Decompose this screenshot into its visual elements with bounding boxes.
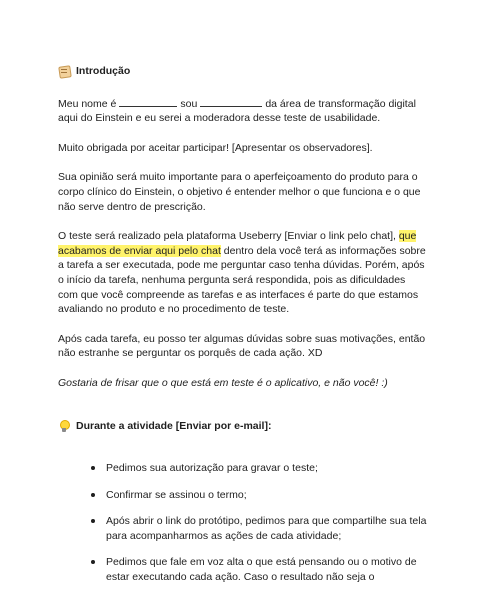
- emphasis-text: Gostaria de frisar que o que está em teste é o aplicativo, e não você! :): [58, 376, 388, 389]
- bullet-icon: [91, 519, 95, 523]
- intro-paragraph-opinion: Sua opinião será muito importante para o aperfeiçoamento do produto para o corpo clínico do Einstein, o objetivo é entender melhor o que funciona e o que não serve dentro de prescrição.: [58, 171, 421, 213]
- activity-heading-text: Durante a atividade [Enviar por e-mail]:: [76, 419, 272, 432]
- intro-paragraph-name: [58, 97, 428, 126]
- intro-heading: [58, 64, 428, 79]
- intro-paragraph-thanks: Muito obrigada por aceitar participar! [Apresentar os observadores].: [58, 141, 373, 154]
- scroll-icon: [58, 65, 70, 77]
- activity-list: [58, 461, 428, 585]
- list-item-text: Confirmar se assinou o termo;: [106, 488, 247, 501]
- name-blank: [119, 97, 177, 107]
- platform-text-rest: dentro dela você terá as informações sobre a tarefa a ser executada, pode me perguntar caso tenha dúvidas. Porém, após o início da tarefa, nenhuma pergunta será respondida, pois as dificuldades com que você compreende as tarefas e as interfaces é parte do que estamos avaliando no produto e no procedimento de teste.: [58, 244, 426, 316]
- bullet-icon: [91, 466, 95, 470]
- bullet-icon: [91, 560, 95, 564]
- list-item: [58, 488, 428, 503]
- intro-paragraph-platform: [58, 229, 428, 317]
- activity-heading: [58, 419, 428, 434]
- list-item: [58, 461, 428, 476]
- intro-text-rest: da área de transformação digital aqui do Einstein e eu serei a moderadora desse teste de usabilidade.: [58, 97, 416, 125]
- intro-heading-text: Introdução: [76, 65, 131, 77]
- bullet-icon: [91, 493, 95, 497]
- light-bulb-icon: [58, 420, 70, 432]
- platform-text-start: O teste será realizado pela plataforma Useberry [Enviar o link pelo chat],: [58, 230, 399, 243]
- role-blank: [200, 97, 262, 107]
- list-item-text: Pedimos sua autorização para gravar o teste;: [106, 462, 318, 475]
- list-item-text: Após abrir o link do protótipo, pedimos para que compartilhe sua tela para acompanharmos as ações de cada atividade;: [106, 515, 427, 542]
- highlighted-text: que acabamos de enviar aqui pelo chat: [58, 230, 417, 257]
- name-label: Meu nome é: [58, 97, 117, 110]
- document-content: [58, 64, 428, 597]
- list-item: [58, 514, 428, 543]
- role-label: sou: [180, 97, 198, 110]
- list-item: [58, 555, 428, 584]
- list-item-text: Pedimos que fale em voz alta o que está pensando ou o motivo de estar executando cada ação. Caso o resultado não seja o: [106, 556, 417, 584]
- intro-paragraph-emphasis: [58, 376, 428, 391]
- intro-paragraph-questions: Após cada tarefa, eu posso ter algumas dúvidas sobre suas motivações, então não estranhe se perguntar os porquês de cada ação. XD: [58, 332, 426, 360]
